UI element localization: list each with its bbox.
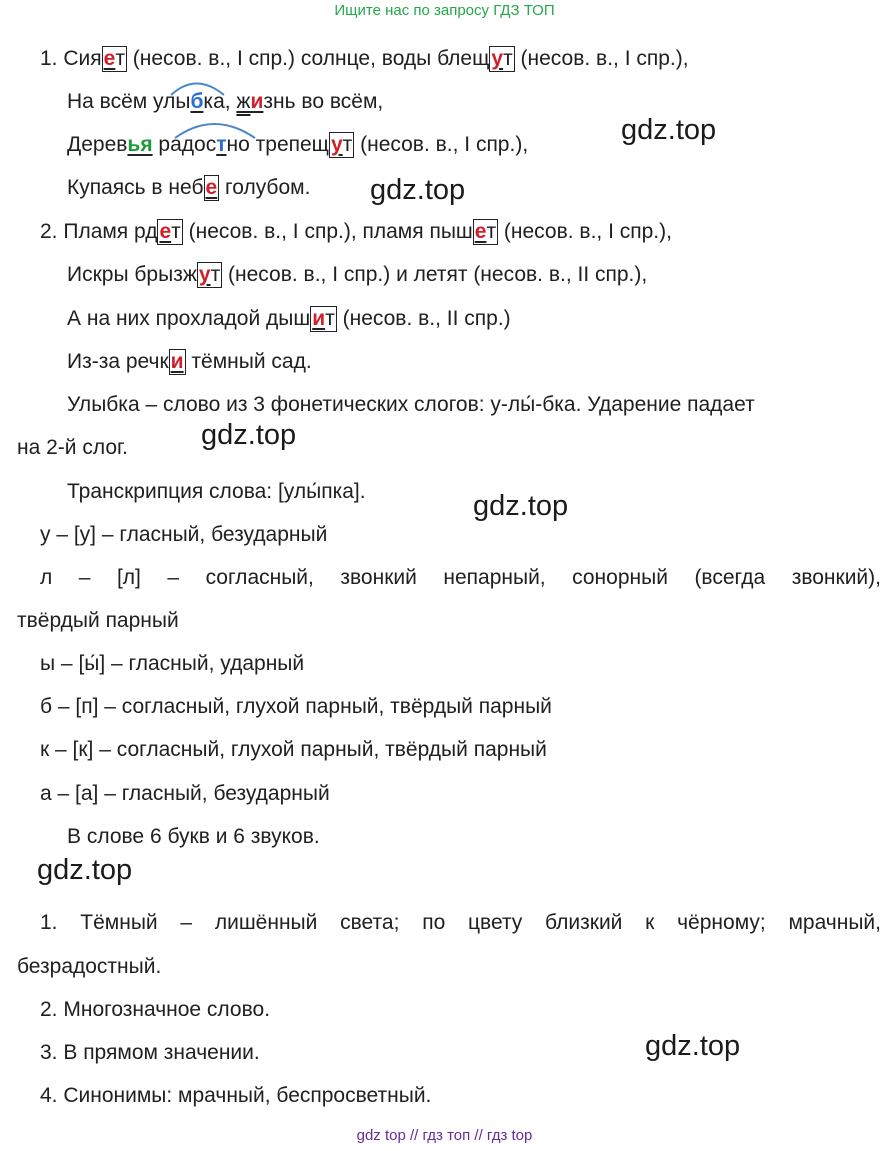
watermark: gdz.top: [645, 1030, 741, 1062]
text: Дерев: [67, 133, 128, 156]
sound-row: ы – [ы́] – гласный, ударный: [40, 652, 305, 675]
vowel-mark: и: [170, 350, 184, 373]
ending-box: [169, 349, 186, 375]
ending-box: [204, 175, 220, 201]
text: т: [115, 47, 125, 70]
ending-box: [329, 132, 354, 158]
text: но трепещ: [226, 133, 329, 156]
text: радос: [152, 133, 217, 156]
footer-links[interactable]: gdz top // гдз топ // гдз top: [356, 1127, 533, 1144]
text: ка,: [203, 90, 237, 113]
consonant-mark: т: [216, 133, 227, 156]
text: (несов. в., I спр.), пламя пыш: [182, 220, 473, 243]
text: Из-за речк: [67, 350, 169, 373]
text: т: [503, 47, 513, 70]
text: т: [210, 263, 221, 286]
sound-row: б – [п] – согласный, глухой парный, твёрдый парный: [40, 695, 552, 718]
watermark: gdz.top: [37, 854, 133, 886]
vowel-mark: е: [103, 47, 116, 70]
text: А на них прохладой дыш: [67, 307, 311, 330]
meaning-line2: безрадостный.: [17, 955, 162, 978]
poem2-line4: [67, 349, 312, 375]
watermark: gdz.top: [473, 490, 569, 522]
text: (несов. в., I спр.),: [514, 47, 689, 70]
watermark: gdz.top: [370, 174, 466, 206]
text: 1. Сия: [40, 47, 102, 70]
letter-count: В слове 6 букв и 6 звуков.: [67, 825, 320, 848]
ending-box: [157, 219, 182, 245]
text: Купаясь в неб: [67, 176, 204, 199]
text: (несов. в., I спр.) и летят (несов. в., II спр.),: [222, 263, 648, 286]
poem2-line1: [40, 219, 672, 245]
text: (несов. в., I спр.),: [354, 133, 529, 156]
vowel-mark: и: [312, 307, 326, 330]
text: т: [171, 220, 181, 243]
ending-box: [310, 306, 337, 332]
meaning-line5: 4. Синонимы: мрачный, беспросветный.: [40, 1084, 432, 1107]
text: Искры брызж: [67, 263, 197, 286]
text: На всём улы: [67, 90, 191, 113]
ending-box: [102, 46, 127, 72]
analysis-line1: Улыбка – слово из 3 фонетических слогов: у-лы́-бка. Ударение падает: [67, 393, 755, 416]
text: тёмный сад.: [185, 350, 312, 373]
poem2-line2: [67, 262, 647, 288]
text: голубом.: [219, 176, 311, 199]
sound-row: твёрдый парный: [17, 609, 179, 632]
poem1-line3: [67, 132, 528, 158]
meaning-line1: 1. Тёмный – лишённый света; по цвету близкий к чёрному; мрачный,: [40, 911, 881, 934]
meaning-line4: 3. В прямом значении.: [40, 1041, 260, 1064]
sound-row: у – [у] – гласный, безударный: [40, 523, 328, 546]
analysis-line2: на 2-й слог.: [17, 436, 128, 459]
vowel-mark: е: [159, 220, 172, 243]
poem1-line4: [67, 175, 310, 201]
text: (несов. в., I спр.) солнце, воды блещ: [126, 47, 490, 70]
text: т: [486, 220, 497, 243]
poem2-line3: [67, 306, 511, 332]
vowel-mark: е: [205, 176, 218, 199]
vowel-mark: у: [330, 133, 343, 156]
watermark: gdz.top: [201, 419, 297, 451]
vowel-mark: е: [474, 220, 487, 243]
consonant-mark: ж: [236, 90, 251, 113]
poem1-line1: [40, 46, 689, 72]
ending-box: [197, 262, 222, 288]
vowel-mark: у: [198, 263, 211, 286]
sound-row: а – [а] – гласный, безударный: [40, 782, 330, 805]
text: 2. Пламя рд: [40, 220, 158, 243]
vowel-mark: у: [491, 47, 504, 70]
transcription: Транскрипция слова: [улы́пка].: [67, 480, 366, 503]
text: т: [342, 133, 353, 156]
sound-row: л – [л] – согласный, звонкий непарный, сонорный (всегда звонкий),: [40, 566, 881, 589]
ending-box: [489, 46, 514, 72]
consonant-mark: б: [190, 90, 204, 113]
watermark: gdz.top: [621, 114, 717, 146]
meaning-line3: 2. Многозначное слово.: [40, 998, 271, 1021]
text: т: [325, 307, 335, 330]
text: знь во всём,: [263, 90, 384, 113]
poem1-line2: [67, 89, 383, 115]
top-banner[interactable]: Ищите нас по запросу ГДЗ ТОП: [334, 2, 555, 19]
text: (несов. в., I спр.),: [498, 220, 672, 243]
text: (несов. в., II спр.): [336, 307, 511, 330]
vowel-mark: и: [250, 90, 264, 113]
sound-row: к – [к] – согласный, глухой парный, твёрдый парный: [40, 738, 547, 761]
separator-mark: ья: [127, 133, 153, 156]
ending-box: [473, 219, 498, 245]
